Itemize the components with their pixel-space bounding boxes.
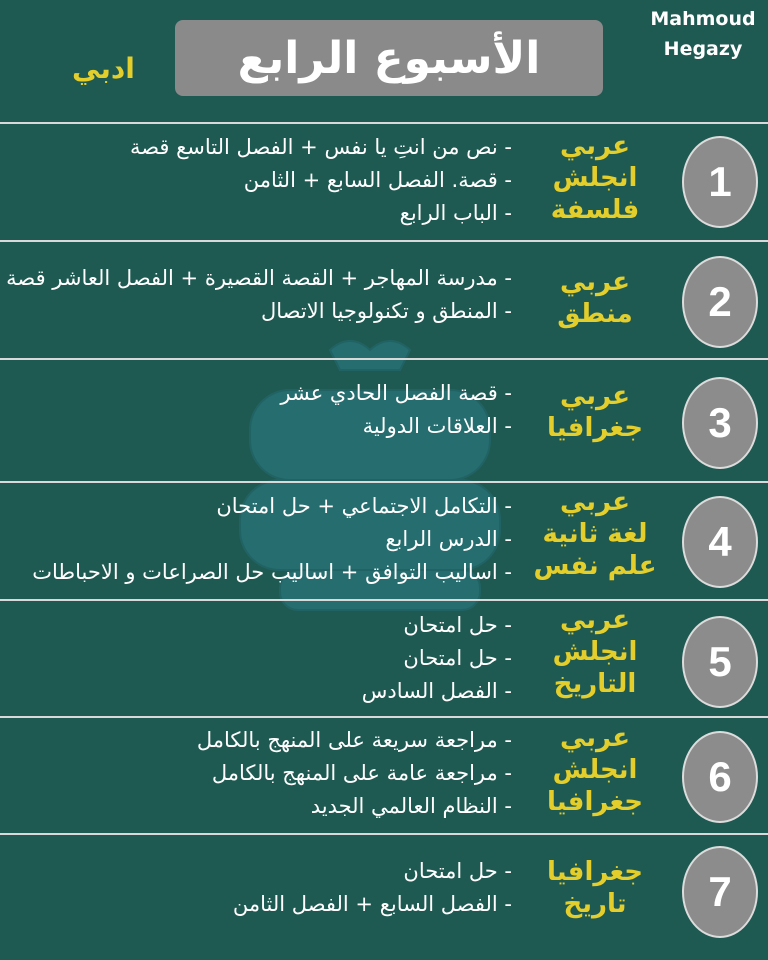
author-first-name: Mahmoud — [650, 8, 756, 30]
subject-label: عربي — [559, 723, 630, 753]
task-item: - العلاقات الدولية — [362, 414, 512, 438]
task-item: - نص من انتِ يا نفس + الفصل التاسع قصة — [129, 135, 512, 159]
task-item: - مراجعة عامة على المنهج بالكامل — [211, 761, 512, 785]
week-subjects — [520, 130, 670, 226]
task-item: - اساليب التوافق + اساليب حل الصراعات و الاحباطات — [32, 560, 512, 584]
track-label: ادبي — [72, 52, 135, 85]
week-number-badge: 3 — [682, 377, 758, 469]
week-tasks — [280, 377, 512, 443]
subject-label: علم نفس — [533, 551, 657, 581]
task-item: - المنطق و تكنولوجيا الاتصال — [261, 299, 512, 323]
task-item: - الفصل السابع + الفصل الثامن — [232, 892, 512, 916]
week-subjects — [520, 380, 670, 444]
task-item: - حل امتحان — [403, 613, 512, 637]
task-item: - النظام العالمي الجديد — [310, 794, 512, 818]
row-divider — [0, 716, 768, 718]
task-item: - مراجعة سريعة على المنهج بالكامل — [196, 728, 512, 752]
task-item: - مدرسة المهاجر + القصة القصيرة + الفصل العاشر قصة — [6, 266, 512, 290]
week-number-badge: 4 — [682, 496, 758, 588]
row-divider — [0, 833, 768, 835]
task-item: - الدرس الرابع — [385, 527, 512, 551]
week-subjects — [520, 604, 670, 700]
week-tasks — [130, 131, 512, 230]
page-title-text: الأسبوع الرابع — [237, 32, 541, 84]
task-item: - قصة. الفصل السابع + الثامن — [243, 168, 512, 192]
week-tasks — [362, 609, 512, 708]
subject-label: انجلش — [552, 163, 638, 193]
week-number-badge: 7 — [682, 846, 758, 938]
subject-label: فلسفة — [550, 195, 640, 225]
subject-label: عربي — [559, 381, 630, 411]
author-last-name: Hegazy — [663, 38, 743, 60]
week-subjects — [520, 266, 670, 330]
week-subjects — [520, 722, 670, 818]
subject-label: جغرافيا — [547, 787, 643, 817]
week-tasks — [233, 855, 512, 921]
subject-label: انجلش — [552, 637, 638, 667]
week-tasks — [32, 490, 512, 589]
subject-label: جغرافيا — [547, 857, 643, 887]
subject-label: لغة ثانية — [542, 519, 648, 549]
subject-label: عربي — [559, 267, 630, 297]
subject-label: تاريخ — [563, 889, 627, 919]
week-number-badge: 5 — [682, 616, 758, 708]
task-item: - قصة الفصل الحادي عشر — [280, 381, 512, 405]
subject-label: التاريخ — [553, 669, 637, 699]
week-number-badge: 2 — [682, 256, 758, 348]
week-tasks — [197, 724, 512, 823]
subject-label: انجلش — [552, 755, 638, 785]
subject-label: عربي — [559, 131, 630, 161]
week-tasks — [6, 262, 512, 328]
week-subjects — [520, 486, 670, 582]
row-divider — [0, 481, 768, 483]
row-divider — [0, 358, 768, 360]
subject-label: عربي — [559, 487, 630, 517]
subject-label: عربي — [559, 605, 630, 635]
week-number-badge: 1 — [682, 136, 758, 228]
week-subjects — [520, 856, 670, 920]
task-item: - التكامل الاجتماعي + حل امتحان — [216, 494, 512, 518]
page-title — [175, 20, 603, 96]
task-item: - حل امتحان — [403, 859, 512, 883]
row-divider — [0, 599, 768, 601]
subject-label: جغرافيا — [547, 413, 643, 443]
week-number-badge: 6 — [682, 731, 758, 823]
task-item: - الفصل السادس — [361, 679, 512, 703]
row-divider — [0, 122, 768, 124]
task-item: - حل امتحان — [403, 646, 512, 670]
author-name — [641, 4, 765, 64]
row-divider — [0, 240, 768, 242]
task-item: - الباب الرابع — [399, 201, 512, 225]
subject-label: منطق — [557, 299, 633, 329]
